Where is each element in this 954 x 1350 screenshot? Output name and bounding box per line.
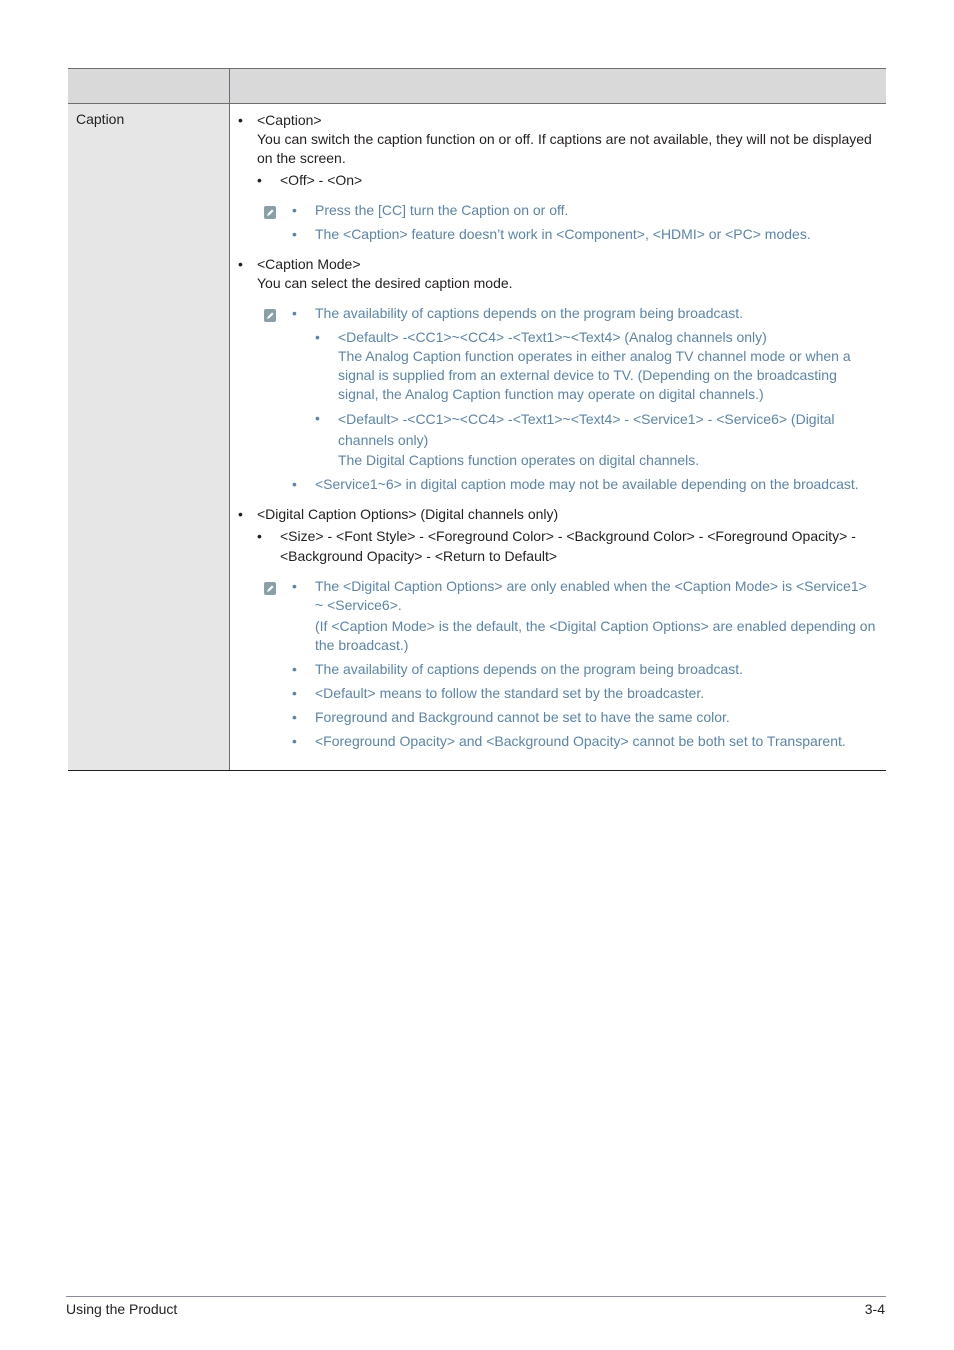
bullet: •	[238, 506, 243, 522]
bullet: •	[238, 112, 243, 128]
note-block	[257, 201, 878, 244]
note-item	[292, 684, 878, 703]
option-line	[257, 170, 878, 190]
note-sub-desc: The Analog Caption function operates in either analog TV channel mode or when a signal is supplied from an external device to TV. (Depending on the broadcasting signal, the Analog Caption function may operate on digital channels.)	[338, 348, 851, 402]
note-pencil-icon	[264, 582, 276, 595]
note-text: Press the [CC] turn the Caption on or off.	[315, 202, 569, 218]
note-bullet: •	[292, 476, 297, 492]
settings-table	[68, 68, 886, 771]
note-text: The availability of captions depends on the program being broadcast.	[315, 661, 744, 677]
item-description: You can select the desired caption mode.	[257, 275, 513, 291]
note-bullet: •	[292, 685, 297, 701]
note-bullet: •	[292, 226, 297, 242]
note-subitem	[315, 409, 878, 470]
note-item	[292, 475, 878, 494]
note-item	[292, 708, 878, 727]
footer-section-title: Using the Product	[66, 1301, 178, 1317]
note-item	[292, 577, 878, 655]
item-title: <Caption Mode>	[257, 256, 361, 272]
note-block	[257, 304, 878, 494]
note-sub-desc: The Digital Captions function operates on digital channels.	[338, 452, 700, 468]
note-sub-title: <Default> -<CC1>~<CC4> -<Text1>~<Text4> - <Service1> - <Service6> (Digital channels only)	[338, 411, 835, 448]
note-text: <Foreground Opacity> and <Background Opacity> cannot be both set to Transparent.	[315, 733, 846, 749]
note-text: Foreground and Background cannot be set to have the same color.	[315, 709, 730, 725]
note-sub-title: <Default> -<CC1>~<CC4> -<Text1>~<Text4> (Analog channels only)	[338, 329, 767, 345]
note-text: <Default> means to follow the standard set by the broadcaster.	[315, 685, 705, 701]
note-bullet: •	[292, 202, 297, 218]
note-item	[292, 732, 878, 751]
note-text-extra: (If <Caption Mode> is the default, the <Digital Caption Options> are enabled depending on the broadcast.)	[315, 618, 876, 653]
option-text: <Off> - <On>	[280, 172, 363, 188]
note-text: The availability of captions depends on the program being broadcast.	[315, 305, 744, 321]
table-header-cell-2	[230, 69, 886, 103]
note-bullet: •	[292, 733, 297, 749]
table-header	[68, 69, 886, 104]
note-item	[292, 304, 878, 470]
note-pencil-icon	[264, 309, 276, 322]
bullet: •	[257, 172, 262, 188]
option-line	[257, 526, 878, 566]
item-title: <Caption>	[257, 112, 322, 128]
note-item	[292, 660, 878, 679]
caption-mode-item	[234, 254, 878, 494]
note-bullet: •	[292, 305, 297, 321]
note-item	[292, 225, 878, 244]
item-description: You can switch the caption function on or off. If captions are not available, they will not be displayed on the screen.	[257, 131, 872, 166]
note-bullet: •	[315, 410, 320, 426]
note-bullet: •	[292, 578, 297, 594]
note-text: The <Caption> feature doesn’t work in <Component>, <HDMI> or <PC> modes.	[315, 226, 811, 242]
note-text: <Service1~6> in digital caption mode may not be available depending on the broadcast.	[315, 476, 859, 492]
note-subitem	[315, 328, 878, 404]
note-bullet: •	[292, 661, 297, 677]
note-pencil-icon	[264, 206, 276, 219]
note-item	[292, 201, 878, 220]
table-row	[68, 104, 886, 770]
page-number: 3-4	[864, 1301, 885, 1317]
bullet: •	[238, 256, 243, 272]
note-bullet: •	[315, 329, 320, 345]
option-text: <Size> - <Font Style> - <Foreground Color> - <Background Color> - <Foreground Opacity> - <Background Opacity> - <Return to Default>	[280, 528, 856, 564]
bullet: •	[257, 528, 262, 544]
item-title: <Digital Caption Options> (Digital channels only)	[257, 506, 559, 522]
row-label: Caption	[68, 104, 230, 770]
digital-caption-options-item	[234, 504, 878, 751]
caption-item	[234, 110, 878, 244]
row-content	[230, 104, 886, 770]
note-bullet: •	[292, 709, 297, 725]
table-header-cell-1	[68, 69, 230, 103]
note-text: The <Digital Caption Options> are only enabled when the <Caption Mode> is <Service1> ~ <Service6>.	[315, 578, 867, 613]
footer-divider	[66, 1296, 886, 1297]
note-block	[257, 577, 878, 751]
